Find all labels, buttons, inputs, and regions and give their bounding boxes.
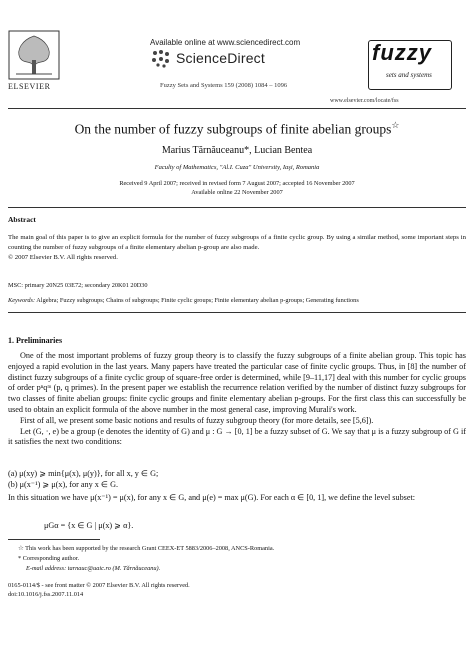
- keywords-list: Algebra; Fuzzy subgroups; Chains of subgroups; Finite cyclic groups; Finite elementary abelian p-groups; Generating functions: [36, 297, 359, 304]
- condition-b: (b) μ(x⁻¹) ⩾ μ(x), for any x ∈ G.: [8, 480, 119, 489]
- level-subset-formula: μGα = {x ∈ G | μ(x) ⩾ α}.: [44, 521, 134, 530]
- section-body: [8, 351, 466, 448]
- paragraph-4: In this situation we have μ(x⁻¹) = μ(x), for any x ∈ G, and μ(e) = max μ(G). For each α ∈ [0, 1], we define the level subset:: [8, 493, 416, 502]
- journal-logo-word: fuzzy: [372, 40, 432, 65]
- section-heading: 1. Preliminaries: [8, 336, 63, 345]
- title-footnote-mark[interactable]: ☆: [391, 120, 400, 130]
- paragraph-2: First of all, we present some basic notions and results of fuzzy subgroup theory (for more details, see [5,6]).: [20, 415, 374, 425]
- footnote-grant: ☆ This work has been supported by the research Grant CEEX-ET 5883/2006–2008, ANCS-Romania.: [18, 545, 275, 552]
- publisher-name: ELSEVIER: [8, 82, 51, 91]
- paragraph-1: One of the most important problems of fuzzy group theory is to classify the fuzzy subgroups of a finite abelian group. This topic has enjoyed a rapid evolution in the last years. Many papers have treated the particular case of finite cyclic groups. Thus, in [8] the number of distinct fuzzy subgroups of a finite cyclic group of square-free order is determined, while [9–11,17] deal with this number for cyclic groups of order pⁿqᵐ (p, q primes). In the present paper we establish the recurrence relation verified by the number of distinct fuzzy subgroups for two classes of finite abelian groups: finite cyclic groups and finite elementary abelian p-groups. For the first class this can successfully be used to obtain an explicit formula of the above number in the most general case, improving Murali's work.: [8, 351, 466, 414]
- abstract-heading: Abstract: [8, 215, 36, 224]
- abstract-body: [8, 233, 466, 263]
- article-title-text: On the number of fuzzy subgroups of finite abelian groups: [74, 121, 392, 137]
- article-title: [0, 120, 474, 138]
- footnote-rule: [8, 539, 100, 540]
- condition-a: (a) μ(xy) ⩾ min{μ(x), μ(y)}, for all x, y ∈ G;: [8, 469, 159, 478]
- abstract-text: The main goal of this paper is to give an explicit formula for the number of fuzzy subgroups of a finite cyclic group. By using a similar method, some important steps in counting the number of fuzzy subgroups of a finite elementary abelian p-group are also made.: [8, 234, 466, 251]
- author-affiliation: Faculty of Mathematics, "Al.I. Cuza" University, Iaşi, Romania: [154, 164, 320, 171]
- elsevier-tree-logo: [8, 30, 60, 80]
- abstract-copyright: © 2007 Elsevier B.V. All rights reserved.: [8, 254, 118, 261]
- article-dates: Received 9 April 2007; received in revised form 7 August 2007; accepted 16 November 2007: [119, 180, 355, 187]
- article-authors: Marius Tărnăuceanu*, Lucian Bentea: [161, 145, 313, 156]
- sciencedirect-brand: ScienceDirect: [176, 50, 265, 66]
- doi-line[interactable]: doi:10.1016/j.fss.2007.11.014: [8, 591, 84, 598]
- journal-reference: Fuzzy Sets and Systems 159 (2008) 1084 – 1096: [160, 82, 288, 89]
- journal-url[interactable]: www.elsevier.com/locate/fss: [330, 98, 399, 104]
- journal-logo-subtitle: sets and systems: [386, 71, 432, 79]
- paragraph-3: Let (G, ·, e) be a group (e denotes the identity of G) and μ : G → [0, 1] be a fuzzy subset of G. We say that μ is a fuzzy subgroup of G if it satisfies the next two conditions:: [8, 426, 466, 447]
- abstract-bottom-rule: [8, 312, 466, 313]
- abstract-top-rule: [8, 207, 466, 208]
- footnote-corresponding: * Corresponding author.: [18, 555, 80, 562]
- keywords: [8, 297, 466, 304]
- header-rule: [8, 108, 466, 109]
- footnote-email[interactable]: E-mail address: tarnauc@uaic.ro (M. Tărnăuceanu).: [26, 565, 161, 572]
- available-online-text: Available online at www.sciencedirect.com: [150, 38, 301, 47]
- keywords-label: Keywords:: [8, 297, 36, 304]
- sciencedirect-icon: [150, 48, 172, 68]
- front-matter-line: 0165-0114/$ - see front matter © 2007 Elsevier B.V. All rights reserved.: [8, 582, 190, 589]
- msc-classification: MSC: primary 20N25 03E72; secondary 20K01 20D30: [8, 282, 148, 289]
- available-online-date: Available online 22 November 2007: [191, 189, 283, 196]
